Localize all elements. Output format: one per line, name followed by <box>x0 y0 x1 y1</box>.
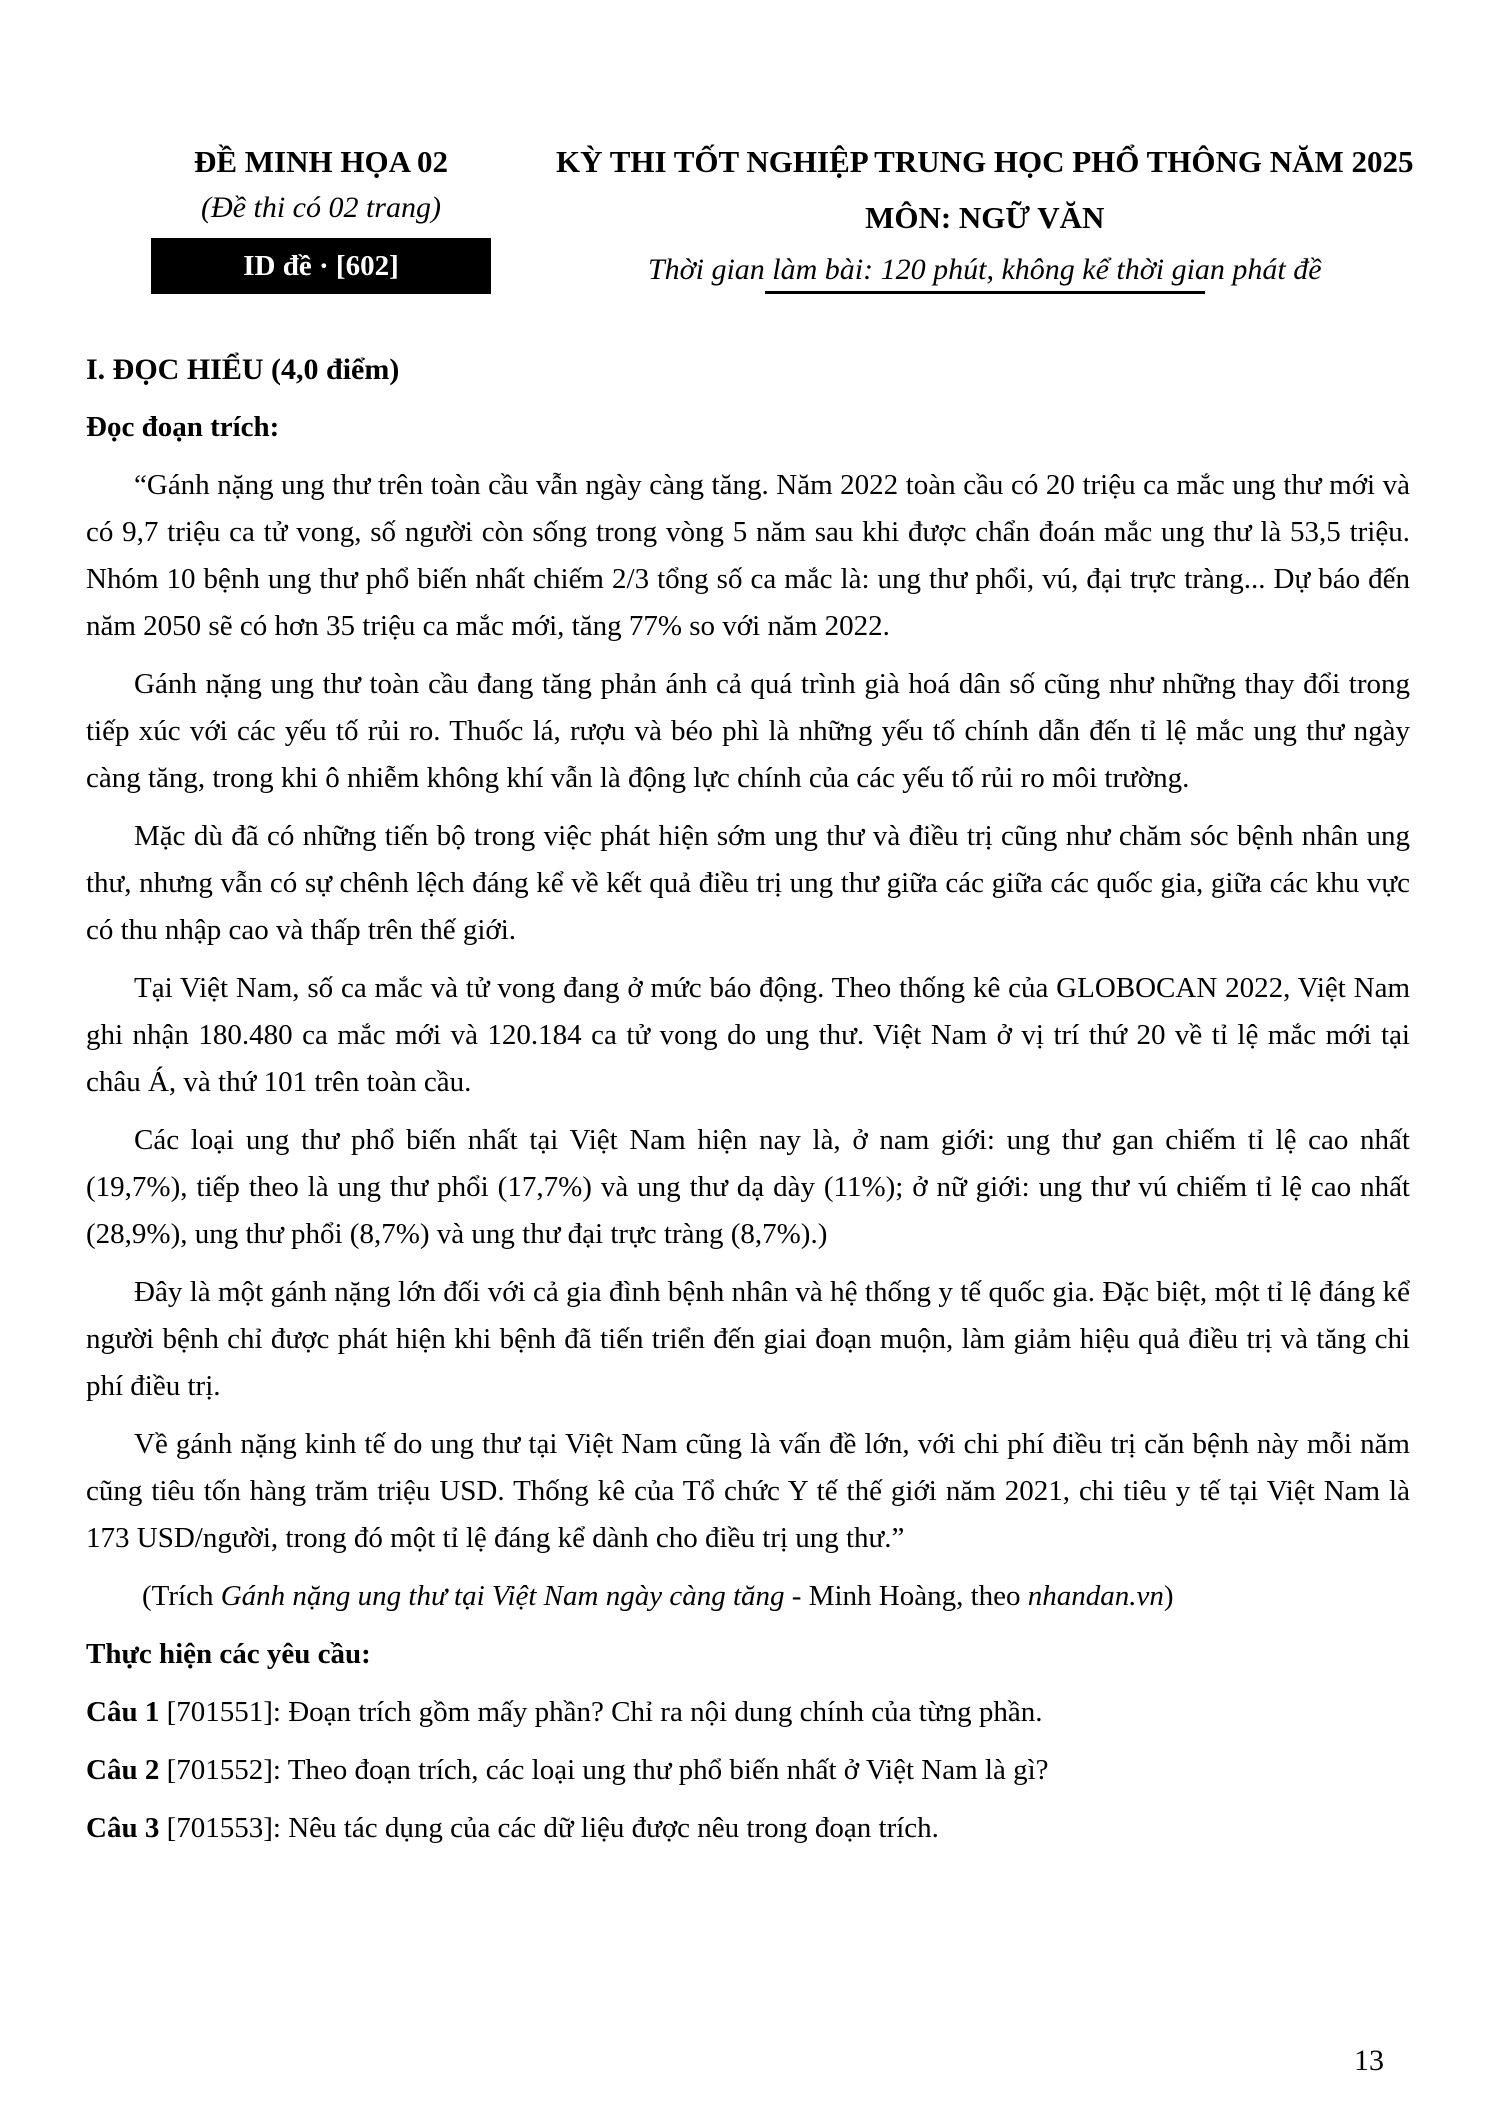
passage-paragraph: Về gánh nặng kinh tế do ung thư tại Việt Nam cũng là vấn đề lớn, với chi phí điều trị căn bệnh này mỗi năm cũng tiêu tốn hàng trăm triệu USD. Thống kê của Tổ chức Y tế thế giới năm 2021, chi tiêu y tế tại Việt Nam là 173 USD/người, trong đó một tỉ lệ đáng kể dành cho điều trị ung thư.” <box>86 1428 1410 1554</box>
duration-underline <box>765 291 1205 294</box>
exam-title: KỲ THI TỐT NGHIỆP TRUNG HỌC PHỔ THÔNG NĂM 2025 <box>556 144 1414 179</box>
question-2-label: Câu 2 <box>86 1754 160 1786</box>
citation-source: nhandan.vn <box>1027 1580 1164 1612</box>
page-number: 13 <box>1354 2044 1384 2077</box>
citation-work-title: Gánh nặng ung thư tại Việt Nam ngày càng tăng <box>220 1580 785 1612</box>
question-3-id: [701553]: <box>159 1812 289 1844</box>
question-2-text: Theo đoạn trích, các loại ung thư phổ biến nhất ở Việt Nam là gì? <box>287 1754 1049 1786</box>
requirements-heading: Thực hiện các yêu cầu: <box>86 1638 371 1670</box>
passage-paragraph: Mặc dù đã có những tiến bộ trong việc phát hiện sớm ung thư và điều trị cũng như chăm sóc bệnh nhân ung thư, nhưng vẫn có sự chênh lệch đáng kể về kết quả điều trị ung thư giữa các giữa các quốc gia, giữa các khu vực có thu nhập cao và thấp trên thế giới. <box>86 820 1410 946</box>
header-right-block <box>556 142 1414 294</box>
citation-author: - Minh Hoàng, theo <box>784 1580 1028 1612</box>
passage-citation <box>86 1573 1410 1620</box>
citation-prefix: (Trích <box>142 1580 221 1612</box>
exam-pages-note: (Đề thi có 02 trang) <box>201 191 441 224</box>
exam-id-badge: ID đề · [602] <box>151 238 491 294</box>
question-1-id: [701551]: <box>159 1696 289 1728</box>
exam-duration: Thời gian làm bài: 120 phút, không kể thời gian phát đề <box>647 253 1322 286</box>
exam-header <box>0 0 1496 294</box>
header-left-block <box>86 142 556 294</box>
question-3-label: Câu 3 <box>86 1812 160 1844</box>
question-2 <box>86 1747 1410 1794</box>
passage-paragraph: Các loại ung thư phổ biến nhất tại Việt Nam hiện nay là, ở nam giới: ung thư gan chiếm tỉ lệ cao nhất (19,7%), tiếp theo là ung thư phổi (17,7%) và ung thư dạ dày (11%); ở nữ giới: ung thư vú chiếm tỉ lệ cao nhất (28,9%), ung thư phổi (8,7%) và ung thư đại trực tràng (8,7%).) <box>86 1124 1410 1250</box>
passage-paragraph: “Gánh nặng ung thư trên toàn cầu vẫn ngày càng tăng. Năm 2022 toàn cầu có 20 triệu ca mắc ung thư mới và có 9,7 triệu ca tử vong, số người còn sống trong vòng 5 năm sau khi được chẩn đoán mắc ung thư là 53,5 triệu. Nhóm 10 bệnh ung thư phổ biến nhất chiếm 2/3 tổng số ca mắc là: ung thư phổi, vú, đại trực tràng... Dự báo đến năm 2050 sẽ có hơn 35 triệu ca mắc mới, tăng 77% so với năm 2022. <box>86 469 1410 642</box>
reading-section <box>0 346 1496 1852</box>
section-heading: I. ĐỌC HIỂU (4,0 điểm) <box>86 353 400 386</box>
passage-paragraph: Đây là một gánh nặng lớn đối với cả gia đình bệnh nhân và hệ thống y tế quốc gia. Đặc biệt, một tỉ lệ đáng kể người bệnh chỉ được phát hiện khi bệnh đã tiến triển đến giai đoạn muộn, làm giảm hiệu quả điều trị và tăng chi phí điều trị. <box>86 1276 1410 1402</box>
question-1-label: Câu 1 <box>86 1696 160 1728</box>
passage-paragraph: Gánh nặng ung thư toàn cầu đang tăng phản ánh cả quá trình già hoá dân số cũng như những thay đổi trong tiếp xúc với các yếu tố rủi ro. Thuốc lá, rượu và béo phì là những yếu tố chính dẫn đến tỉ lệ mắc ung thư ngày càng tăng, trong khi ô nhiễm không khí vẫn là động lực chính của các yếu tố rủi ro môi trường. <box>86 668 1410 794</box>
question-3-text: Nêu tác dụng của các dữ liệu được nêu trong đoạn trích. <box>288 1812 939 1844</box>
passage-paragraph: Tại Việt Nam, số ca mắc và tử vong đang ở mức báo động. Theo thống kê của GLOBOCAN 2022, Việt Nam ghi nhận 180.480 ca mắc mới và 120.184 ca tử vong do ung thư. Việt Nam ở vị trí thứ 20 về tỉ lệ mắc mới tại châu Á, và thứ 101 trên toàn cầu. <box>86 972 1410 1098</box>
question-1-text: Đoạn trích gồm mấy phần? Chỉ ra nội dung chính của từng phần. <box>288 1696 1043 1728</box>
question-3 <box>86 1805 1410 1852</box>
exam-subject: MÔN: NGỮ VĂN <box>865 200 1105 235</box>
question-1 <box>86 1689 1410 1736</box>
citation-suffix: ) <box>1163 1580 1174 1612</box>
question-2-id: [701552]: <box>159 1754 288 1786</box>
passage-instruction: Đọc đoạn trích: <box>86 411 280 443</box>
exam-code-title: ĐỀ MINH HỌA 02 <box>193 144 449 179</box>
